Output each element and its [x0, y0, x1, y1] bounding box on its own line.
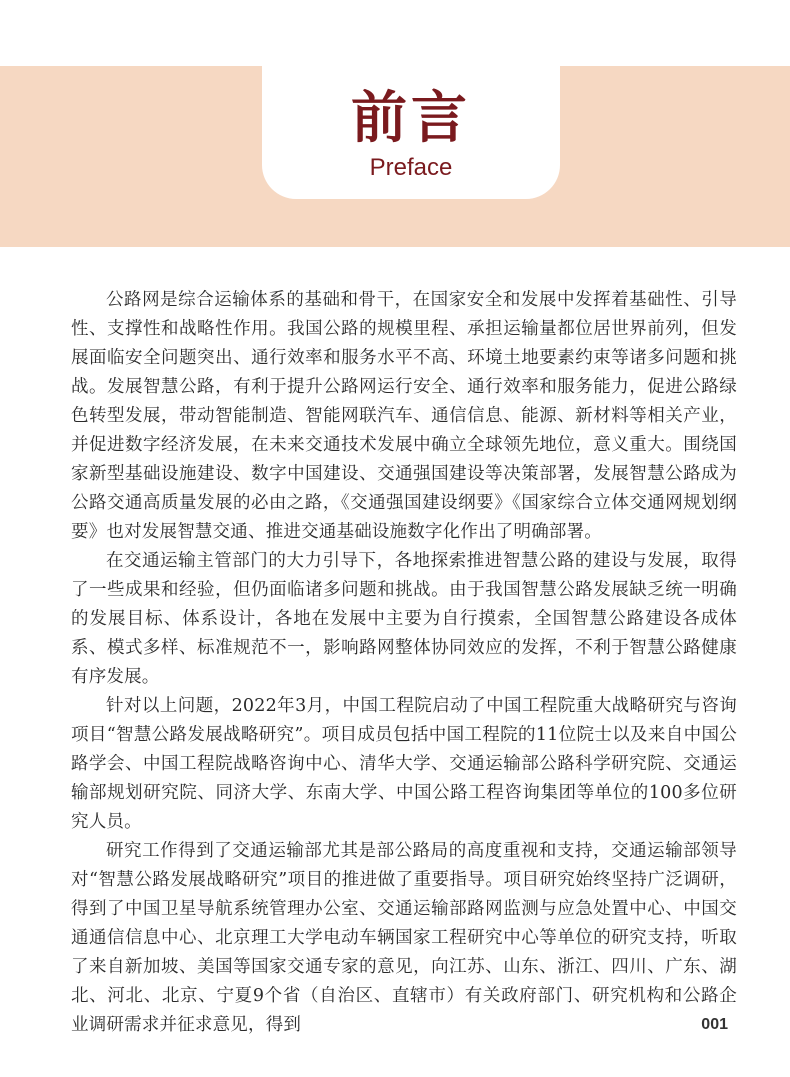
- paragraph-4: 研究工作得到了交通运输部尤其是部公路局的高度重视和支持，交通运输部领导对“智慧公路发展战略研究”项目的推进做了重要指导。项目研究始终坚持广泛调研，得到了中国卫星导航系统管理办公室、交通运输部路网监测与应急处置中心、中国交通通信信息中心、北京理工大学电动车辆国家工程研究中心等单位的研究支持，听取了来自新加坡、美国等国家交通专家的意见，向江苏、山东、浙江、四川、广东、湖北、河北、北京、宁夏9个省（自治区、直辖市）有关政府部门、研究机构和公路企业调研需求并征求意见，得到: [71, 841, 737, 1035]
- page-number: 001: [701, 1016, 728, 1033]
- paragraph-2: 在交通运输主管部门的大力引导下，各地探索推进智慧公路的建设与发展，取得了一些成果和经验，但仍面临诸多问题和挑战。由于我国智慧公路发展缺乏统一明确的发展目标、体系设计，各地在发展中主要为自行摸索，全国智慧公路建设各成体系、模式多样、标准规范不一，影响路网整体协同效应的发挥，不利于智慧公路健康有序发展。: [71, 551, 737, 687]
- paragraph-3: 针对以上问题，2022年3月，中国工程院启动了中国工程院重大战略研究与咨询项目“智慧公路发展战略研究”。项目成员包括中国工程院的11位院士以及来自中国公路学会、中国工程院战略咨询中心、清华大学、交通运输部公路科学研究院、交通运输部规划研究院、同济大学、东南大学、中国公路工程咨询集团等单位的100多位研究人员。: [71, 696, 737, 832]
- paragraph-1: 公路网是综合运输体系的基础和骨干，在国家安全和发展中发挥着基础性、引导性、支撑性和战略性作用。我国公路的规模里程、承担运输量都位居世界前列，但发展面临安全问题突出、通行效率和服务水平不高、环境土地要素约束等诸多问题和挑战。发展智慧公路，有利于提升公路网运行安全、通行效率和服务能力，促进公路绿色转型发展，带动智能制造、智能网联汽车、通信信息、能源、新材料等相关产业，并促进数字经济发展，在未来交通技术发展中确立全球领先地位，意义重大。围绕国家新型基础设施建设、数字中国建设、交通强国建设等决策部署，发展智慧公路成为公路交通高质量发展的必由之路，《交通强国建设纲要》《国家综合立体交通网规划纲要》也对发展智慧交通、推进交通基础设施数字化作出了明确部署。: [71, 290, 737, 542]
- page-subtitle: Preface: [369, 154, 453, 181]
- page-title: 前言: [351, 85, 471, 151]
- body-text: [71, 286, 737, 1040]
- title-card: [262, 66, 560, 199]
